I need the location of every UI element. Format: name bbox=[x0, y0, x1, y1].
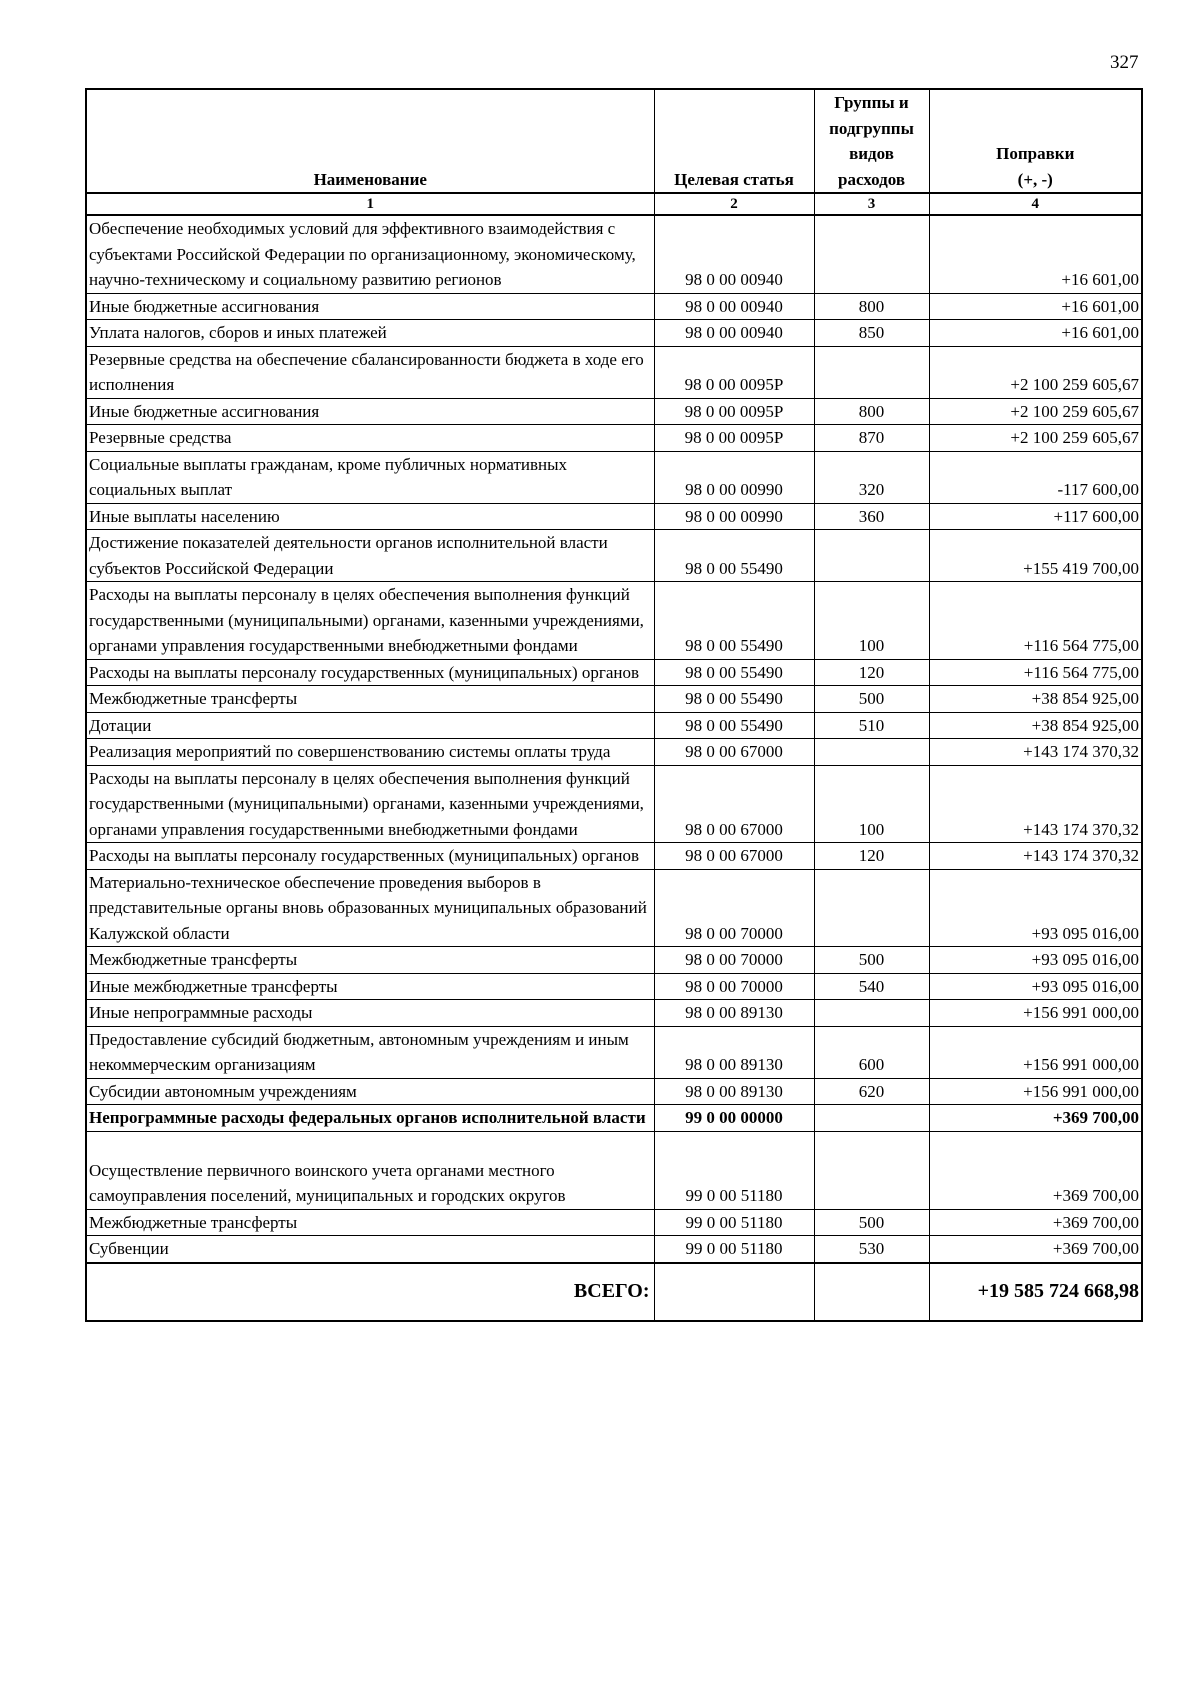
total-label: ВСЕГО: bbox=[86, 1263, 654, 1321]
row-expense-group bbox=[814, 530, 929, 582]
row-expense-group: 500 bbox=[814, 686, 929, 713]
row-target-article: 98 0 00 70000 bbox=[654, 973, 814, 1000]
row-expense-group bbox=[814, 1131, 929, 1209]
row-target-article: 98 0 00 0095Р bbox=[654, 425, 814, 452]
table-row bbox=[86, 451, 1142, 503]
row-amendment-amount: +155 419 700,00 bbox=[929, 530, 1142, 582]
row-target-article: 98 0 00 55490 bbox=[654, 712, 814, 739]
row-name: Предоставление субсидий бюджетным, автономным учреждениям и иным некоммерческим организациям bbox=[86, 1026, 654, 1078]
total-code-cell bbox=[654, 1263, 814, 1321]
row-amendment-amount: +2 100 259 605,67 bbox=[929, 346, 1142, 398]
table-row bbox=[86, 712, 1142, 739]
row-expense-group: 320 bbox=[814, 451, 929, 503]
row-name: Межбюджетные трансферты bbox=[86, 947, 654, 974]
row-amendment-amount: +116 564 775,00 bbox=[929, 659, 1142, 686]
row-name: Субвенции bbox=[86, 1236, 654, 1263]
budget-amendments-table bbox=[85, 88, 1143, 1322]
table-row bbox=[86, 215, 1142, 293]
row-amendment-amount: +93 095 016,00 bbox=[929, 973, 1142, 1000]
row-name: Субсидии автономным учреждениям bbox=[86, 1078, 654, 1105]
row-target-article: 98 0 00 0095Р bbox=[654, 398, 814, 425]
row-expense-group bbox=[814, 1105, 929, 1132]
total-row bbox=[86, 1263, 1142, 1321]
row-expense-group: 800 bbox=[814, 398, 929, 425]
row-name: Расходы на выплаты персоналу в целях обеспечения выполнения функций государственными (муниципальными) органами, казенными учреждениями, органами управления государственными внебюджетными фондами bbox=[86, 582, 654, 660]
row-name: Дотации bbox=[86, 712, 654, 739]
row-target-article: 98 0 00 89130 bbox=[654, 1000, 814, 1027]
column-number: 4 bbox=[929, 193, 1142, 215]
header-amendments-title: Поправки bbox=[996, 144, 1075, 163]
row-amendment-amount: +16 601,00 bbox=[929, 320, 1142, 347]
table-row bbox=[86, 686, 1142, 713]
column-number: 1 bbox=[86, 193, 654, 215]
row-expense-group bbox=[814, 346, 929, 398]
row-name: Иные непрограммные расходы bbox=[86, 1000, 654, 1027]
table-row bbox=[86, 530, 1142, 582]
header-target-article: Целевая статья bbox=[654, 89, 814, 193]
table-row bbox=[86, 582, 1142, 660]
row-expense-group: 870 bbox=[814, 425, 929, 452]
row-amendment-amount: -117 600,00 bbox=[929, 451, 1142, 503]
row-target-article: 98 0 00 00940 bbox=[654, 215, 814, 293]
table-row bbox=[86, 765, 1142, 843]
row-expense-group: 620 bbox=[814, 1078, 929, 1105]
row-name: Иные бюджетные ассигнования bbox=[86, 293, 654, 320]
row-target-article: 98 0 00 70000 bbox=[654, 869, 814, 947]
row-name: Резервные средства bbox=[86, 425, 654, 452]
row-name: Социальные выплаты гражданам, кроме публичных нормативных социальных выплат bbox=[86, 451, 654, 503]
table-row bbox=[86, 739, 1142, 766]
row-amendment-amount: +156 991 000,00 bbox=[929, 1078, 1142, 1105]
row-expense-group bbox=[814, 1000, 929, 1027]
row-target-article: 98 0 00 0095Р bbox=[654, 346, 814, 398]
row-expense-group: 540 bbox=[814, 973, 929, 1000]
row-expense-group: 510 bbox=[814, 712, 929, 739]
table-row bbox=[86, 659, 1142, 686]
table-row bbox=[86, 293, 1142, 320]
row-amendment-amount: +156 991 000,00 bbox=[929, 1000, 1142, 1027]
row-name: Межбюджетные трансферты bbox=[86, 686, 654, 713]
row-target-article: 98 0 00 55490 bbox=[654, 659, 814, 686]
total-amount: +19 585 724 668,98 bbox=[929, 1263, 1142, 1321]
row-name: Достижение показателей деятельности органов исполнительной власти субъектов Российской Федерации bbox=[86, 530, 654, 582]
table-row bbox=[86, 320, 1142, 347]
row-name: Резервные средства на обеспечение сбалансированности бюджета в ходе его исполнения bbox=[86, 346, 654, 398]
table-row bbox=[86, 398, 1142, 425]
row-amendment-amount: +156 991 000,00 bbox=[929, 1026, 1142, 1078]
table-row bbox=[86, 869, 1142, 947]
row-amendment-amount: +369 700,00 bbox=[929, 1236, 1142, 1263]
row-amendment-amount: +93 095 016,00 bbox=[929, 947, 1142, 974]
header-amendments-sign: (+, -) bbox=[1017, 169, 1053, 189]
header-expense-groups: Группы и подгруппы видов расходов bbox=[814, 89, 929, 193]
table-row bbox=[86, 425, 1142, 452]
row-target-article: 98 0 00 00990 bbox=[654, 503, 814, 530]
row-target-article: 98 0 00 67000 bbox=[654, 765, 814, 843]
column-number: 2 bbox=[654, 193, 814, 215]
column-number-row bbox=[86, 193, 1142, 215]
row-target-article: 98 0 00 89130 bbox=[654, 1026, 814, 1078]
row-amendment-amount: +93 095 016,00 bbox=[929, 869, 1142, 947]
table-body bbox=[86, 215, 1142, 1321]
table-row bbox=[86, 1078, 1142, 1105]
row-amendment-amount: +143 174 370,32 bbox=[929, 739, 1142, 766]
table-row bbox=[86, 346, 1142, 398]
row-amendment-amount: +16 601,00 bbox=[929, 215, 1142, 293]
row-amendment-amount: +38 854 925,00 bbox=[929, 686, 1142, 713]
row-name: Осуществление первичного воинского учета органами местного самоуправления поселений, муниципальных и городских округов bbox=[86, 1131, 654, 1209]
row-expense-group bbox=[814, 215, 929, 293]
row-amendment-amount: +116 564 775,00 bbox=[929, 582, 1142, 660]
table-row bbox=[86, 1236, 1142, 1263]
row-target-article: 98 0 00 55490 bbox=[654, 582, 814, 660]
row-target-article: 98 0 00 67000 bbox=[654, 739, 814, 766]
row-amendment-amount: +369 700,00 bbox=[929, 1105, 1142, 1132]
row-target-article: 98 0 00 89130 bbox=[654, 1078, 814, 1105]
row-target-article: 99 0 00 51180 bbox=[654, 1236, 814, 1263]
row-expense-group: 100 bbox=[814, 765, 929, 843]
row-expense-group: 500 bbox=[814, 1209, 929, 1236]
table-row bbox=[86, 947, 1142, 974]
row-amendment-amount: +369 700,00 bbox=[929, 1131, 1142, 1209]
table-row bbox=[86, 1131, 1142, 1209]
table-row bbox=[86, 843, 1142, 870]
row-expense-group: 120 bbox=[814, 843, 929, 870]
row-name: Расходы на выплаты персоналу государственных (муниципальных) органов bbox=[86, 659, 654, 686]
row-expense-group: 600 bbox=[814, 1026, 929, 1078]
row-amendment-amount: +16 601,00 bbox=[929, 293, 1142, 320]
table-row bbox=[86, 1209, 1142, 1236]
row-name: Реализация мероприятий по совершенствованию системы оплаты труда bbox=[86, 739, 654, 766]
row-target-article: 99 0 00 00000 bbox=[654, 1105, 814, 1132]
column-number: 3 bbox=[814, 193, 929, 215]
row-name: Иные бюджетные ассигнования bbox=[86, 398, 654, 425]
row-amendment-amount: +369 700,00 bbox=[929, 1209, 1142, 1236]
table-row bbox=[86, 503, 1142, 530]
row-target-article: 99 0 00 51180 bbox=[654, 1209, 814, 1236]
row-target-article: 98 0 00 55490 bbox=[654, 530, 814, 582]
row-amendment-amount: +38 854 925,00 bbox=[929, 712, 1142, 739]
row-target-article: 99 0 00 51180 bbox=[654, 1131, 814, 1209]
header-name: Наименование bbox=[86, 89, 654, 193]
row-target-article: 98 0 00 00990 bbox=[654, 451, 814, 503]
table-row bbox=[86, 1105, 1142, 1132]
row-target-article: 98 0 00 70000 bbox=[654, 947, 814, 974]
row-expense-group: 530 bbox=[814, 1236, 929, 1263]
row-expense-group: 800 bbox=[814, 293, 929, 320]
row-name: Межбюджетные трансферты bbox=[86, 1209, 654, 1236]
row-expense-group bbox=[814, 739, 929, 766]
row-name: Расходы на выплаты персоналу в целях обеспечения выполнения функций государственными (муниципальными) органами, казенными учреждениями, органами управления государственными внебюджетными фондами bbox=[86, 765, 654, 843]
table-row bbox=[86, 973, 1142, 1000]
row-name: Расходы на выплаты персоналу государственных (муниципальных) органов bbox=[86, 843, 654, 870]
header-amendments bbox=[929, 89, 1142, 193]
row-amendment-amount: +143 174 370,32 bbox=[929, 843, 1142, 870]
table-row bbox=[86, 1000, 1142, 1027]
row-amendment-amount: +2 100 259 605,67 bbox=[929, 425, 1142, 452]
row-name: Иные межбюджетные трансферты bbox=[86, 973, 654, 1000]
row-target-article: 98 0 00 00940 bbox=[654, 293, 814, 320]
row-expense-group bbox=[814, 869, 929, 947]
row-amendment-amount: +2 100 259 605,67 bbox=[929, 398, 1142, 425]
row-expense-group: 360 bbox=[814, 503, 929, 530]
row-name: Иные выплаты населению bbox=[86, 503, 654, 530]
row-target-article: 98 0 00 55490 bbox=[654, 686, 814, 713]
row-expense-group: 850 bbox=[814, 320, 929, 347]
page-number: 327 bbox=[1110, 52, 1139, 73]
row-name: Уплата налогов, сборов и иных платежей bbox=[86, 320, 654, 347]
row-target-article: 98 0 00 00940 bbox=[654, 320, 814, 347]
row-expense-group: 500 bbox=[814, 947, 929, 974]
row-target-article: 98 0 00 67000 bbox=[654, 843, 814, 870]
row-name: Материально-техническое обеспечение проведения выборов в представительные органы вновь образованных муниципальных образований Калужской области bbox=[86, 869, 654, 947]
total-group-cell bbox=[814, 1263, 929, 1321]
table-row bbox=[86, 1026, 1142, 1078]
row-expense-group: 120 bbox=[814, 659, 929, 686]
row-expense-group: 100 bbox=[814, 582, 929, 660]
row-name: Обеспечение необходимых условий для эффективного взаимодействия с субъектами Российской Федерации по организационному, экономическому, научно-техническому и социальному развитию регионов bbox=[86, 215, 654, 293]
table-header-row bbox=[86, 89, 1142, 193]
row-amendment-amount: +143 174 370,32 bbox=[929, 765, 1142, 843]
row-name: Непрограммные расходы федеральных органов исполнительной власти bbox=[86, 1105, 654, 1132]
row-amendment-amount: +117 600,00 bbox=[929, 503, 1142, 530]
